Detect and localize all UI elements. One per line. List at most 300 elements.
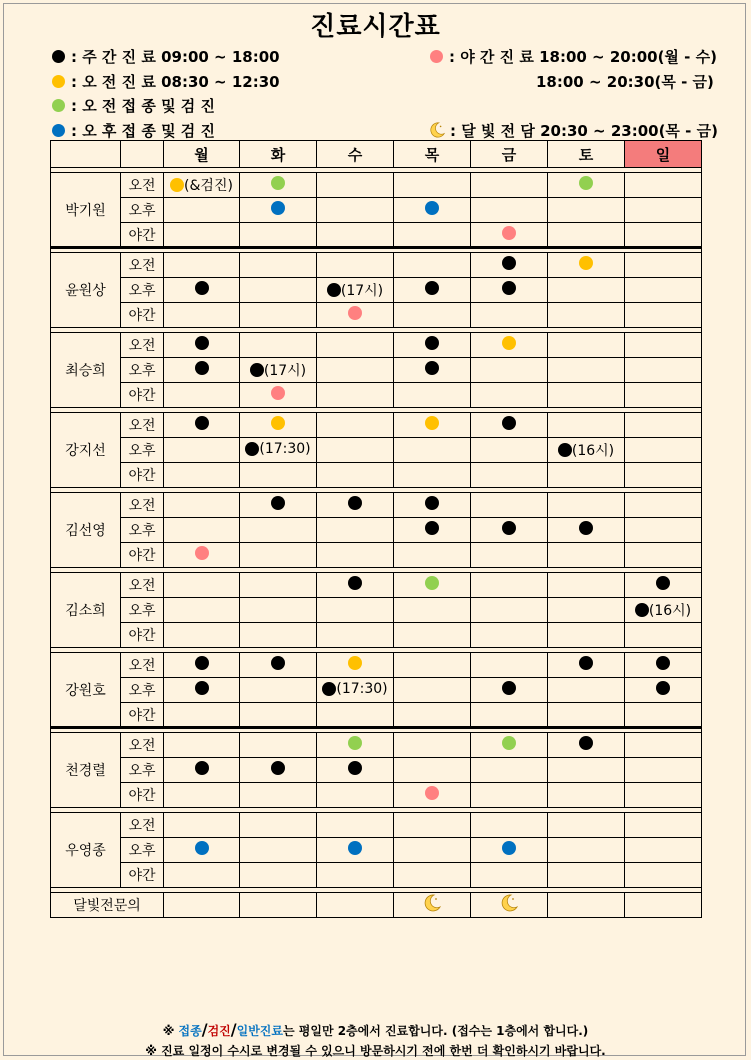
schedule-mark <box>348 761 362 775</box>
doctor-name: 윤원상 <box>51 253 121 328</box>
legend-am-text: : 오 전 진 료 08:30 ~ 12:30 <box>71 72 280 91</box>
schedule-cell <box>164 358 240 383</box>
schedule-cell <box>394 623 471 648</box>
schedule-mark <box>170 175 233 195</box>
period-label: 오전 <box>121 733 164 758</box>
period-label: 오후 <box>121 598 164 623</box>
black-dot-icon <box>502 281 516 295</box>
black-dot-icon <box>558 443 572 457</box>
period-label: 야간 <box>121 623 164 648</box>
schedule-cell <box>548 598 625 623</box>
schedule-mark <box>656 656 670 670</box>
note-checkup: 검진 <box>207 1024 231 1038</box>
day-header-sun: 일 <box>625 141 702 168</box>
period-label: 오전 <box>121 813 164 838</box>
period-label: 야간 <box>121 543 164 568</box>
schedule-cell <box>548 198 625 223</box>
schedule-cell <box>240 303 317 328</box>
schedule-cell <box>625 733 702 758</box>
schedule-cell <box>240 493 317 518</box>
black-dot-icon <box>250 363 264 377</box>
period-label: 오후 <box>121 438 164 463</box>
period-label: 오전 <box>121 253 164 278</box>
schedule-cell <box>394 413 471 438</box>
schedule-cell <box>317 543 394 568</box>
black-dot-icon <box>195 681 209 695</box>
note-rest: 는 평일만 2층에서 진료합니다. (접수는 1층에서 합니다.) <box>282 1024 589 1038</box>
schedule-mark <box>348 841 362 855</box>
schedule-cell <box>164 518 240 543</box>
schedule-cell <box>548 358 625 383</box>
schedule-cell <box>317 438 394 463</box>
schedule-cell <box>625 278 702 303</box>
schedule-cell <box>394 383 471 408</box>
schedule-cell <box>240 358 317 383</box>
blue-dot-icon <box>195 841 209 855</box>
black-dot-icon <box>579 521 593 535</box>
table-row <box>51 413 702 438</box>
schedule-cell <box>471 383 548 408</box>
period-label: 야간 <box>121 463 164 488</box>
schedule-cell <box>317 653 394 678</box>
black-dot-icon <box>502 681 516 695</box>
schedule-note: (17시) <box>340 282 384 299</box>
schedule-mark <box>348 736 362 750</box>
black-dot-icon <box>425 521 439 535</box>
table-row <box>51 438 702 463</box>
schedule-cell <box>471 733 548 758</box>
schedule-cell <box>394 253 471 278</box>
doctor-name: 강원호 <box>51 653 121 728</box>
schedule-mark <box>322 681 387 697</box>
schedule-mark <box>195 336 209 350</box>
schedule-cell <box>548 813 625 838</box>
schedule-cell <box>625 543 702 568</box>
table-row <box>51 543 702 568</box>
table-row <box>51 253 702 278</box>
black-dot-icon <box>635 603 649 617</box>
schedule-note: (&검진) <box>184 177 233 194</box>
table-row <box>51 173 702 198</box>
schedule-cell <box>394 173 471 198</box>
table-row <box>51 278 702 303</box>
moon-icon <box>428 121 446 139</box>
schedule-mark <box>327 280 383 300</box>
black-dot-icon <box>348 761 362 775</box>
schedule-cell <box>548 838 625 863</box>
schedule-cell <box>394 783 471 808</box>
period-label: 오후 <box>121 838 164 863</box>
schedule-cell <box>471 703 548 728</box>
schedule-mark <box>425 201 439 215</box>
schedule-cell <box>164 733 240 758</box>
schedule-cell <box>394 598 471 623</box>
schedule-cell <box>394 653 471 678</box>
schedule-cell <box>394 733 471 758</box>
schedule-cell <box>394 358 471 383</box>
table-row <box>51 758 702 783</box>
schedule-cell <box>471 303 548 328</box>
schedule-cell <box>240 813 317 838</box>
schedule-mark <box>502 521 516 535</box>
moon-row-label: 달빛전문의 <box>51 893 164 918</box>
black-dot-icon <box>502 416 516 430</box>
schedule-mark <box>502 281 516 295</box>
period-label: 오후 <box>121 518 164 543</box>
doctor-name: 천경렬 <box>51 733 121 808</box>
period-label: 야간 <box>121 863 164 888</box>
schedule-cell <box>625 518 702 543</box>
legend-am-vax-text: : 오 전 접 종 및 검 진 <box>71 96 215 115</box>
schedule-cell <box>317 678 394 703</box>
schedule-mark <box>271 656 285 670</box>
moon-cell <box>317 893 394 918</box>
period-label: 야간 <box>121 223 164 248</box>
black-dot-icon <box>656 656 670 670</box>
page-title: 진료시간표 <box>310 12 441 42</box>
schedule-mark <box>425 281 439 295</box>
legend-am-vax <box>52 94 215 116</box>
schedule-cell <box>240 223 317 248</box>
schedule-cell <box>625 493 702 518</box>
period-label: 야간 <box>121 783 164 808</box>
black-dot-icon <box>656 576 670 590</box>
schedule-cell <box>317 813 394 838</box>
schedule-mark <box>502 736 516 750</box>
schedule-cell <box>164 223 240 248</box>
moon-cell <box>394 893 471 918</box>
schedule-cell <box>625 253 702 278</box>
blue-dot-icon <box>425 201 439 215</box>
green-dot-icon <box>52 99 65 112</box>
schedule-mark <box>348 306 362 320</box>
schedule-cell <box>317 493 394 518</box>
schedule-cell <box>240 333 317 358</box>
legend-pm-vax-text: : 오 후 접 종 및 검 진 <box>71 121 215 140</box>
period-label: 오전 <box>121 333 164 358</box>
green-dot-icon <box>425 576 439 590</box>
schedule-cell <box>471 253 548 278</box>
schedule-cell <box>548 278 625 303</box>
schedule-cell <box>625 303 702 328</box>
black-dot-icon <box>579 736 593 750</box>
schedule-cell <box>471 463 548 488</box>
blue-dot-icon <box>502 841 516 855</box>
schedule-cell <box>164 413 240 438</box>
schedule-cell <box>548 678 625 703</box>
schedule-cell <box>240 278 317 303</box>
schedule-cell <box>625 413 702 438</box>
schedule-mark <box>250 360 306 380</box>
schedule-mark <box>271 496 285 510</box>
schedule-cell <box>164 198 240 223</box>
schedule-cell <box>394 223 471 248</box>
schedule-cell <box>471 438 548 463</box>
schedule-cell <box>394 838 471 863</box>
schedule-cell <box>394 813 471 838</box>
schedule-cell <box>317 598 394 623</box>
schedule-mark <box>348 656 362 670</box>
table-row <box>51 813 702 838</box>
schedule-cell <box>548 333 625 358</box>
schedule-mark <box>348 496 362 510</box>
schedule-cell <box>164 333 240 358</box>
table-row <box>51 303 702 328</box>
note-injection: 접종 <box>178 1024 202 1038</box>
schedule-mark <box>195 656 209 670</box>
yellow-dot-icon <box>579 256 593 270</box>
schedule-cell <box>164 303 240 328</box>
table-row <box>51 703 702 728</box>
period-label: 오전 <box>121 573 164 598</box>
schedule-mark <box>195 761 209 775</box>
schedule-cell <box>625 173 702 198</box>
schedule-cell <box>548 493 625 518</box>
schedule-cell <box>471 518 548 543</box>
schedule-cell <box>471 678 548 703</box>
legend-night <box>430 45 717 67</box>
pink-dot-icon <box>502 226 516 240</box>
doctor-name: 김선영 <box>51 493 121 568</box>
schedule-cell <box>548 653 625 678</box>
schedule-mark <box>271 201 285 215</box>
schedule-cell <box>625 598 702 623</box>
schedule-mark <box>579 521 593 535</box>
schedule-cell <box>317 303 394 328</box>
table-row <box>51 463 702 488</box>
schedule-cell <box>240 413 317 438</box>
day-header-fri: 금 <box>471 141 548 168</box>
schedule-cell <box>317 863 394 888</box>
legend-night2-text: 18:00 ~ 20:30(목 - 금) <box>536 72 714 91</box>
schedule-cell <box>471 223 548 248</box>
schedule-cell <box>240 703 317 728</box>
schedule-cell <box>164 463 240 488</box>
period-label: 오후 <box>121 198 164 223</box>
schedule-cell <box>625 678 702 703</box>
schedule-mark <box>502 226 516 240</box>
schedule-cell <box>164 653 240 678</box>
green-dot-icon <box>502 736 516 750</box>
table-row <box>51 573 702 598</box>
schedule-cell <box>548 623 625 648</box>
table-row <box>51 493 702 518</box>
schedule-cell <box>317 733 394 758</box>
pink-dot-icon <box>271 386 285 400</box>
schedule-cell <box>548 438 625 463</box>
schedule-cell <box>394 573 471 598</box>
period-label: 야간 <box>121 303 164 328</box>
schedule-cell <box>240 198 317 223</box>
schedule-cell <box>548 253 625 278</box>
table-row <box>51 333 702 358</box>
day-header-mon: 월 <box>164 141 240 168</box>
schedule-cell <box>317 198 394 223</box>
schedule-cell <box>317 253 394 278</box>
period-label: 오후 <box>121 278 164 303</box>
yellow-dot-icon <box>170 178 184 192</box>
schedule-mark <box>502 256 516 270</box>
schedule-cell <box>240 678 317 703</box>
legend-moon-text: : 달 빛 전 담 20:30 ~ 23:00(목 - 금) <box>450 121 718 140</box>
schedule-mark <box>271 761 285 775</box>
schedule-cell <box>164 383 240 408</box>
schedule-mark <box>656 576 670 590</box>
black-dot-icon <box>245 442 259 456</box>
doctor-name: 김소희 <box>51 573 121 648</box>
moon-cell <box>625 893 702 918</box>
table-row <box>51 863 702 888</box>
schedule-cell <box>471 173 548 198</box>
moon-cell <box>471 893 548 918</box>
black-dot-icon <box>271 761 285 775</box>
black-dot-icon <box>348 576 362 590</box>
header-row <box>51 141 702 168</box>
black-dot-icon <box>195 416 209 430</box>
schedule-cell <box>164 813 240 838</box>
schedule-cell <box>317 278 394 303</box>
schedule-cell <box>394 278 471 303</box>
schedule-cell <box>317 518 394 543</box>
schedule-mark <box>558 440 614 460</box>
black-dot-icon <box>195 281 209 295</box>
schedule-mark <box>425 361 439 375</box>
note-general: 일반진료 <box>236 1024 283 1038</box>
table-row <box>51 383 702 408</box>
black-dot-icon <box>425 496 439 510</box>
schedule-cell <box>471 813 548 838</box>
schedule-cell <box>317 383 394 408</box>
table-row <box>51 358 702 383</box>
table-row <box>51 223 702 248</box>
black-dot-icon <box>327 283 341 297</box>
schedule-cell <box>394 758 471 783</box>
schedule-cell <box>317 223 394 248</box>
doctor-name: 우영종 <box>51 813 121 888</box>
legend-am <box>52 70 280 92</box>
legend-night2 <box>536 70 714 92</box>
header-blank-1 <box>51 141 121 168</box>
schedule-cell <box>471 838 548 863</box>
schedule-cell <box>164 678 240 703</box>
schedule-mark <box>271 416 285 430</box>
schedule-cell <box>471 863 548 888</box>
schedule-cell <box>164 438 240 463</box>
schedule-cell <box>471 333 548 358</box>
day-header-tue: 화 <box>240 141 317 168</box>
schedule-cell <box>164 783 240 808</box>
schedule-cell <box>394 463 471 488</box>
schedule-cell <box>164 253 240 278</box>
schedule-cell <box>471 543 548 568</box>
schedule-cell <box>164 623 240 648</box>
table-row <box>51 678 702 703</box>
schedule-cell <box>240 863 317 888</box>
schedule-cell <box>548 703 625 728</box>
yellow-dot-icon <box>52 75 65 88</box>
schedule-mark <box>195 416 209 430</box>
legend-pm-vax <box>52 119 215 141</box>
black-dot-icon <box>425 281 439 295</box>
legend-day <box>52 45 280 67</box>
schedule-mark <box>425 416 439 430</box>
schedule-cell <box>548 783 625 808</box>
doctor-name: 박기원 <box>51 173 121 248</box>
schedule-cell <box>471 493 548 518</box>
day-header-thu: 목 <box>394 141 471 168</box>
schedule-mark <box>635 600 691 620</box>
schedule-cell <box>164 838 240 863</box>
schedule-cell <box>625 863 702 888</box>
schedule-cell <box>625 223 702 248</box>
period-label: 오전 <box>121 653 164 678</box>
table-row <box>51 198 702 223</box>
schedule-cell <box>240 253 317 278</box>
schedule-cell <box>240 173 317 198</box>
period-label: 야간 <box>121 383 164 408</box>
schedule-mark <box>425 496 439 510</box>
doctor-name: 강지선 <box>51 413 121 488</box>
yellow-dot-icon <box>271 416 285 430</box>
schedule-mark <box>656 681 670 695</box>
schedule-cell <box>548 173 625 198</box>
schedule-cell <box>548 758 625 783</box>
moon-cell <box>164 893 240 918</box>
schedule-cell <box>240 733 317 758</box>
green-dot-icon <box>348 736 362 750</box>
schedule-cell <box>164 598 240 623</box>
green-dot-icon <box>579 176 593 190</box>
schedule-mark <box>195 546 209 560</box>
black-dot-icon <box>195 761 209 775</box>
schedule-cell <box>625 198 702 223</box>
schedule-cell <box>471 198 548 223</box>
schedule-cell <box>394 493 471 518</box>
black-dot-icon <box>425 361 439 375</box>
schedule-mark <box>502 416 516 430</box>
schedule-cell <box>240 838 317 863</box>
schedule-mark <box>245 441 310 457</box>
schedule-cell <box>471 623 548 648</box>
schedule-note: (17:30) <box>259 440 311 457</box>
schedule-cell <box>164 863 240 888</box>
schedule-note: (16시) <box>648 602 692 619</box>
legend-night-text: : 야 간 진 료 18:00 ~ 20:00(월 - 수) <box>449 47 717 66</box>
schedule-mark <box>195 841 209 855</box>
schedule-cell <box>625 703 702 728</box>
table-row <box>51 783 702 808</box>
schedule-body <box>51 168 702 918</box>
schedule-cell <box>471 358 548 383</box>
schedule-cell <box>317 783 394 808</box>
schedule-cell <box>471 278 548 303</box>
schedule-cell <box>625 333 702 358</box>
schedule-mark <box>348 576 362 590</box>
schedule-mark <box>195 361 209 375</box>
schedule-note: (17시) <box>263 362 307 379</box>
yellow-dot-icon <box>502 336 516 350</box>
schedule-cell <box>164 493 240 518</box>
schedule-cell <box>548 733 625 758</box>
pink-dot-icon <box>430 50 443 63</box>
period-label: 오후 <box>121 678 164 703</box>
schedule-mark <box>579 656 593 670</box>
legend-moon <box>428 119 718 141</box>
schedule-table <box>50 140 702 918</box>
schedule-cell <box>625 383 702 408</box>
schedule-cell <box>317 413 394 438</box>
schedule-cell <box>548 463 625 488</box>
